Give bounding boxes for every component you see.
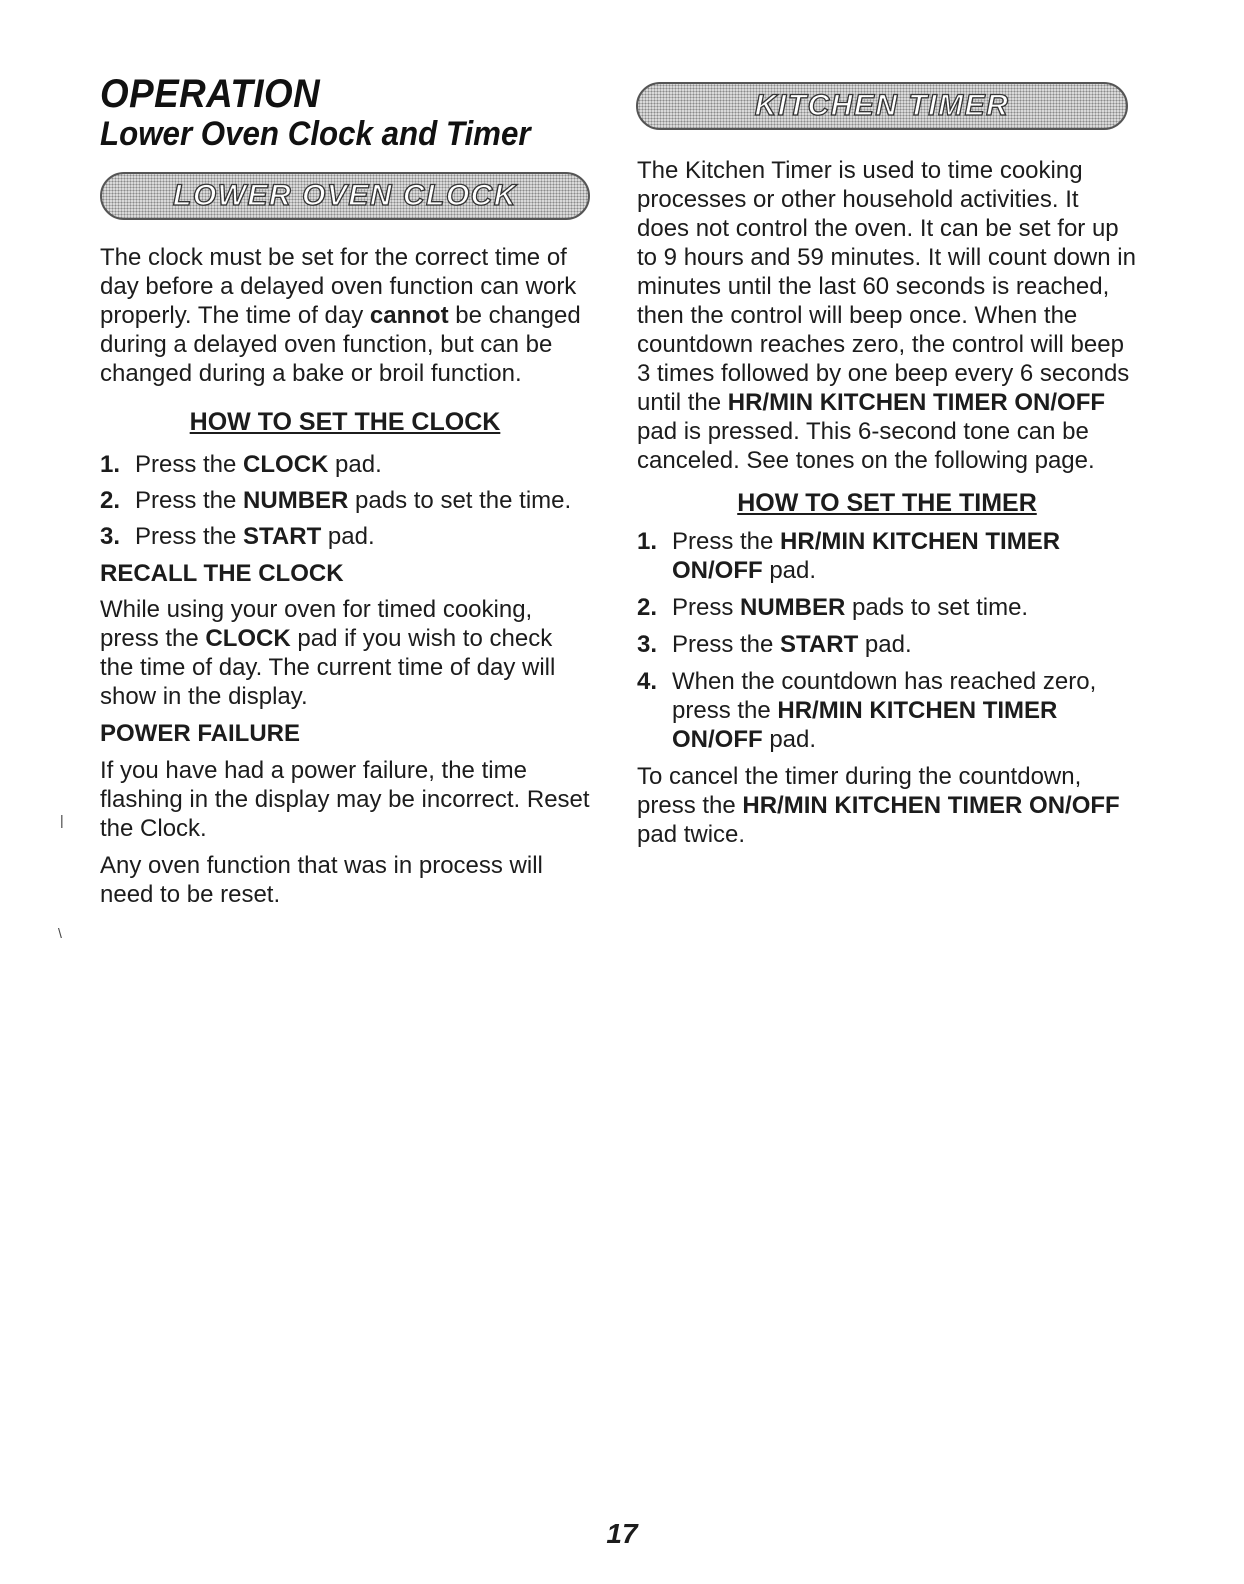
step-bold: CLOCK — [243, 451, 329, 478]
step-bold: NUMBER — [740, 594, 846, 621]
page-title: OPERATION — [100, 72, 321, 116]
how-to-set-clock-heading: HOW TO SET THE CLOCK — [189, 408, 501, 436]
step-bold: START — [780, 631, 859, 658]
cancel-text-1: To cancel the timer during the countdown, press the — [637, 763, 1082, 819]
step-bold: HR/MIN KITCHEN TIMER ON/OFF — [672, 697, 1058, 753]
step-text: When the countdown has reached zero, press the — [672, 668, 1097, 724]
margin-mark: | — [60, 812, 64, 828]
cancel-timer-paragraph — [637, 762, 1137, 849]
step-text: pad. — [328, 451, 382, 478]
step-text: pads to set time. — [845, 594, 1029, 621]
step-text: pad. — [762, 726, 817, 753]
clock-intro-text-2: be changed during a delayed oven function, but can be changed during a bake or broil function. — [100, 302, 581, 387]
step-bold: NUMBER — [243, 487, 349, 514]
timer-step — [637, 593, 1137, 622]
timer-step — [637, 667, 1137, 754]
kitchen-timer-banner — [636, 82, 1128, 130]
timer-steps-list — [637, 527, 1137, 754]
step-text: Press the — [672, 528, 781, 555]
step-text: Press — [672, 594, 741, 621]
recall-text-2: pad if you wish to check the time of day. The current time of day will show in the display. — [100, 625, 556, 710]
kitchen-timer-banner-label: KITCHEN TIMER — [754, 89, 1010, 122]
right-column — [637, 156, 1137, 849]
clock-step — [100, 522, 590, 551]
clock-intro-bold: cannot — [369, 302, 449, 329]
lower-oven-clock-banner — [100, 172, 590, 220]
step-number: 4. — [637, 668, 658, 695]
page-subtitle: Lower Oven Clock and Timer — [100, 115, 531, 153]
step-text: pads to set the time. — [348, 487, 572, 514]
step-number: 2. — [637, 594, 658, 621]
timer-intro-text-1: The Kitchen Timer is used to time cooking processes or other household activities. It does not control the oven. It can be set for up to 9 hours and 59 minutes. It will count down in minutes until the last 60 seconds is reached, then the control will beep once. When the countdown reaches zero, the control will beep 3 times followed by one beep every 6 seconds until the — [637, 157, 1136, 416]
margin-mark: \ — [58, 925, 62, 941]
step-text: Press the — [135, 451, 244, 478]
recall-clock-paragraph — [100, 595, 590, 711]
recall-bold: CLOCK — [205, 625, 291, 652]
step-text: Press the — [135, 487, 244, 514]
power-failure-heading: POWER FAILURE — [100, 720, 301, 747]
clock-step — [100, 450, 590, 479]
step-number: 1. — [637, 528, 658, 555]
timer-step — [637, 630, 1137, 659]
clock-step — [100, 486, 590, 515]
step-number: 1. — [100, 451, 121, 478]
cancel-text-2: pad twice. — [637, 821, 746, 848]
recall-clock-heading: RECALL THE CLOCK — [100, 560, 344, 587]
how-to-set-timer-heading: HOW TO SET THE TIMER — [737, 489, 1037, 517]
clock-intro-text-1: The clock must be set for the correct time of day before a delayed oven function can work properly. The time of day — [100, 244, 577, 329]
step-text: pad. — [858, 631, 912, 658]
clock-intro-paragraph — [100, 243, 590, 388]
step-text: Press the — [135, 523, 244, 550]
step-bold: START — [243, 523, 322, 550]
cancel-bold: HR/MIN KITCHEN TIMER ON/OFF — [742, 792, 1120, 819]
step-text: pad. — [321, 523, 375, 550]
step-number: 3. — [637, 631, 658, 658]
step-text: pad. — [762, 557, 817, 584]
page-number: 17 — [606, 1518, 638, 1549]
step-text: Press the — [672, 631, 781, 658]
left-column — [100, 243, 590, 909]
timer-intro-bold: HR/MIN KITCHEN TIMER ON/OFF — [727, 389, 1106, 416]
timer-step — [637, 527, 1137, 585]
clock-steps-list — [100, 450, 590, 551]
timer-intro-paragraph — [637, 156, 1137, 475]
step-bold: HR/MIN KITCHEN TIMER ON/OFF — [672, 528, 1061, 584]
power-failure-paragraph-2: Any oven function that was in process will need to be reset. — [100, 852, 543, 908]
lower-oven-clock-banner-label: LOWER OVEN CLOCK — [173, 179, 517, 212]
step-number: 2. — [100, 487, 121, 514]
timer-intro-text-2: pad is pressed. This 6-second tone can be canceled. See tones on the following page. — [637, 418, 1095, 474]
power-failure-paragraph-1: If you have had a power failure, the time flashing in the display may be incorrect. Reset the Clock. — [100, 757, 590, 842]
step-number: 3. — [100, 523, 121, 550]
recall-text-1: While using your oven for timed cooking, press the — [100, 596, 533, 652]
